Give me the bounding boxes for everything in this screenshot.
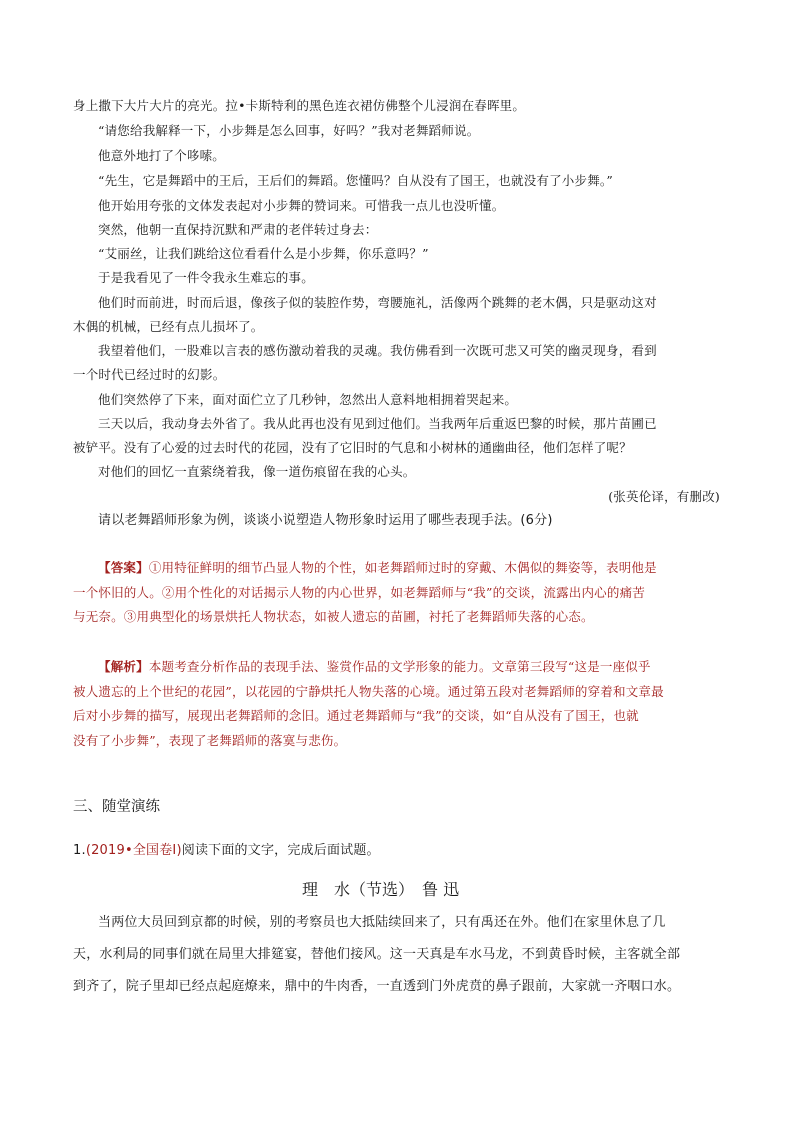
- translator-credit: (张英伦译，有删改): [608, 489, 720, 504]
- story-paragraph-cont: 被铲平。没有了心爱的过去时代的花园，没有了它旧时的气息和小树林的通幽曲径，他们怎样了呢？: [73, 440, 632, 455]
- story-paragraph: 突然，他朝一直保持沉默和严肃的老伴转过身去：: [98, 222, 378, 237]
- answer-tag: 【答案】: [98, 560, 149, 575]
- passage-paragraph-cont: 天，水利局的同事们就在局里大排筵宴，替他们接风。这一天真是车水马龙，不到黄昏时候，主客就全部: [73, 947, 681, 962]
- answer-line: [98, 560, 657, 576]
- story-paragraph: 身上撒下大片大片的亮光。拉•卡斯特利的黑色连衣裙仿佛整个儿浸润在春晖里。: [73, 98, 526, 113]
- story-paragraph: 于是我看见了一件令我永生难忘的事。: [98, 270, 314, 285]
- story-paragraph: “先生，它是舞蹈中的王后，王后们的舞蹈。您懂吗？自从没有了国王，也就没有了小步舞。”: [98, 173, 613, 188]
- story-paragraph: 我望着他们，一股难以言表的感伤激动着我的灵魂。我仿佛看到一次既可悲又可笑的幽灵现身，看到: [98, 343, 657, 358]
- answer-line: 一个怀旧的人。②用个性化的对话揭示人物的内心世界，如老舞蹈师与“我”的交谈，流露出内心的痛苦: [73, 585, 645, 600]
- exercise-item: [73, 843, 380, 859]
- question-text: 请以老舞蹈师形象为例，谈谈小说塑造人物形象时运用了哪些表现手法。(6分): [98, 513, 553, 528]
- passage-paragraph-cont: 到齐了，院子里却已经点起庭燎来，鼎中的牛肉香，一直透到门外虎贲的鼻子跟前，大家就一齐咽口水。: [73, 979, 681, 994]
- analysis-line: 被人遗忘的上个世纪的花园”，以花园的宁静烘托人物失落的心境。通过第五段对老舞蹈师的穿着和文章最: [73, 684, 664, 699]
- item-source: (2019•全国卷Ⅰ): [85, 843, 182, 858]
- passage-title: 理 水（节选） 鲁 迅: [302, 880, 460, 899]
- item-number: 1.: [73, 843, 86, 858]
- story-paragraph: 他开始用夸张的文体发表起对小步舞的赞词来。可惜我一点儿也没听懂。: [98, 198, 505, 213]
- story-paragraph: “艾丽丝，让我们跳给这位看看什么是小步舞，你乐意吗？”: [98, 246, 429, 261]
- story-paragraph: 对他们的回忆一直萦绕着我，像一道伤痕留在我的心头。: [98, 464, 416, 479]
- analysis-line: 后对小步舞的描写，展现出老舞蹈师的念旧。通过老舞蹈师与“我”的交谈，如“自从没有了国王，也就: [73, 708, 639, 723]
- answer-text: ①用特征鲜明的细节凸显人物的个性，如老舞蹈师过时的穿戴、木偶似的舞姿等，表明他是: [148, 560, 657, 575]
- story-paragraph: “请您给我解释一下，小步舞是怎么回事，好吗？”我对老舞蹈师说。: [98, 123, 480, 138]
- story-paragraph: 他们突然停了下来，面对面伫立了几秒钟，忽然出人意料地相拥着哭起来。: [98, 392, 518, 407]
- story-paragraph: 他意外地打了个哆嗦。: [98, 148, 226, 163]
- answer-line: 与无奈。③用典型化的场景烘托人物状态，如被人遗忘的苗圃，衬托了老舞蹈师失落的心态。: [73, 609, 594, 624]
- passage-paragraph: 当两位大员回到京都的时候，别的考察员也大抵陆续回来了，只有禹还在外。他们在家里休息了几: [98, 915, 666, 930]
- story-paragraph-cont: 一个时代已经过时的幻影。: [73, 367, 226, 382]
- analysis-line: [98, 659, 651, 675]
- item-instruction: 阅读下面的文字，完成后面试题。: [181, 843, 380, 858]
- analysis-text: 本题考查分析作品的表现手法、鉴赏作品的文学形象的能力。文章第三段写“这是一座似乎: [148, 659, 651, 674]
- story-paragraph-cont: 木偶的机械，已经有点儿损坏了。: [73, 319, 264, 334]
- section-heading: 三、随堂演练: [73, 799, 160, 815]
- story-paragraph: 他们时而前进，时而后退，像孩子似的装腔作势，弯腰施礼，活像两个跳舞的老木偶，只是驱动这对: [98, 295, 657, 310]
- analysis-line: 没有了小步舞”，表现了老舞蹈师的落寞与悲伤。: [73, 733, 347, 748]
- story-paragraph: 三天以后，我动身去外省了。我从此再也没有见到过他们。当我两年后重返巴黎的时候，那片苗圃已: [98, 416, 657, 431]
- analysis-tag: 【解析】: [98, 659, 149, 674]
